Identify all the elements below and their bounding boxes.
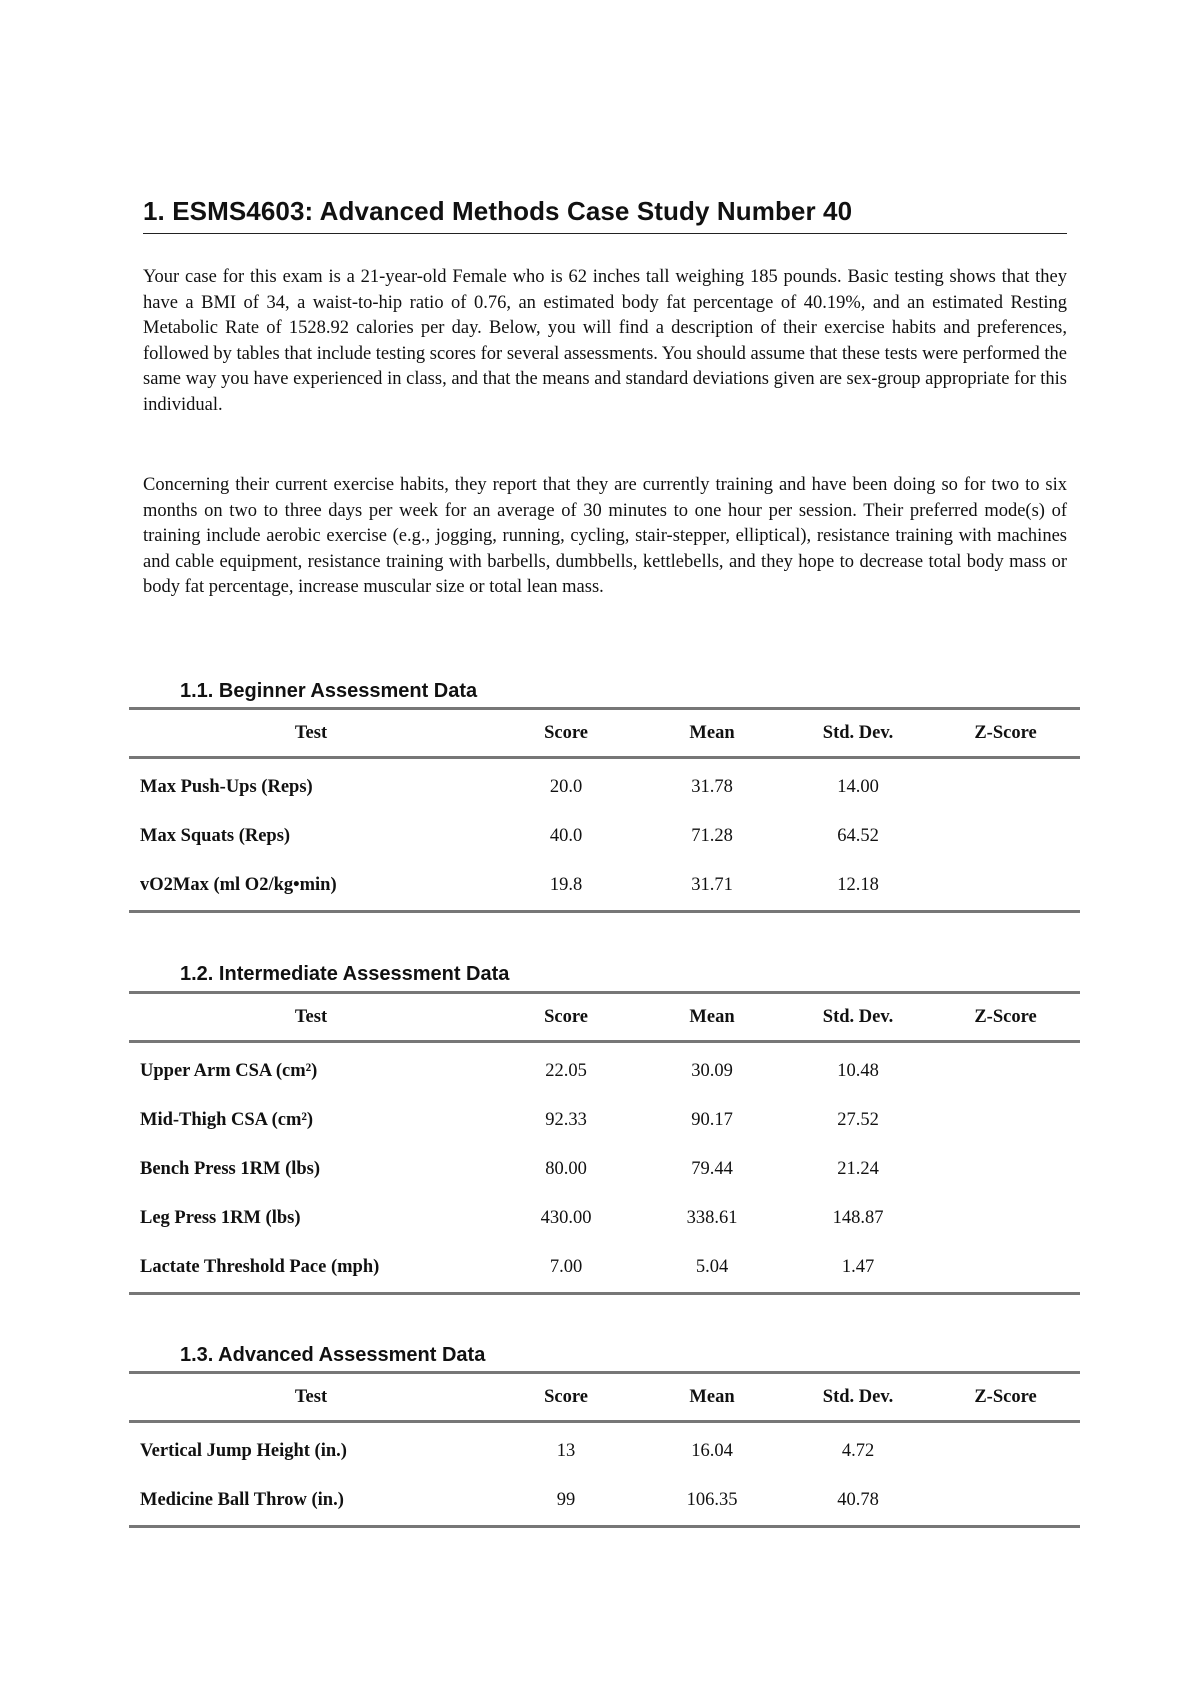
header-test: Test <box>129 1373 493 1422</box>
header-z-score: Z-Score <box>931 709 1080 758</box>
mean-cell: 16.04 <box>691 1441 733 1461</box>
score-cell: 20.0 <box>549 777 583 797</box>
mean-cell: 31.78 <box>691 777 733 797</box>
advanced-assessment-table <box>129 1371 1080 1528</box>
header-test: Test <box>129 993 493 1042</box>
header-test: Test <box>129 709 493 758</box>
header-std-dev: Std. Dev. <box>785 1373 931 1422</box>
mean-cell: 30.09 <box>691 1061 733 1081</box>
header-mean: Mean <box>639 1373 785 1422</box>
std-dev-cell: 148.87 <box>832 1208 884 1228</box>
intermediate-assessment-table <box>129 991 1080 1295</box>
std-dev-cell: 10.48 <box>837 1061 879 1081</box>
table-row <box>129 812 1080 861</box>
z-score-cell <box>931 1042 1080 1097</box>
z-score-cell <box>931 1243 1080 1294</box>
table-row <box>129 1476 1080 1527</box>
header-std-dev: Std. Dev. <box>785 993 931 1042</box>
header-score: Score <box>493 1373 639 1422</box>
beginner-assessment-table <box>129 707 1080 913</box>
mean-cell: 106.35 <box>639 1476 785 1527</box>
score-cell: 40.0 <box>549 826 583 846</box>
z-score-cell <box>931 1422 1080 1477</box>
std-dev-cell: 27.52 <box>837 1110 879 1130</box>
mean-cell: 79.44 <box>691 1159 733 1179</box>
table-row <box>129 1145 1080 1194</box>
document-title: 1. ESMS4603: Advanced Methods Case Study Number 40 <box>143 196 1067 234</box>
score-cell: 13 <box>556 1441 576 1461</box>
z-score-cell <box>931 1194 1080 1243</box>
z-score-cell <box>931 812 1080 861</box>
std-dev-cell: 40.78 <box>785 1476 931 1527</box>
header-score: Score <box>493 709 639 758</box>
beginner-section-heading: 1.1. Beginner Assessment Data <box>180 680 478 702</box>
std-dev-cell: 12.18 <box>785 861 931 912</box>
table-row <box>129 1194 1080 1243</box>
mean-cell: 90.17 <box>691 1110 733 1130</box>
score-cell: 430.00 <box>540 1208 592 1228</box>
std-dev-cell: 1.47 <box>785 1243 931 1294</box>
test-name-cell: Max Squats (Reps) <box>140 826 291 846</box>
header-z-score: Z-Score <box>931 1373 1080 1422</box>
std-dev-cell: 4.72 <box>841 1441 875 1461</box>
intermediate-section-heading: 1.2. Intermediate Assessment Data <box>180 963 510 985</box>
score-cell: 22.05 <box>545 1061 587 1081</box>
mean-cell: 338.61 <box>686 1208 738 1228</box>
test-name-cell: vO2Max (ml O2/kg•min) <box>129 861 493 912</box>
score-cell: 99 <box>493 1476 639 1527</box>
score-cell: 80.00 <box>545 1159 587 1179</box>
z-score-cell <box>931 758 1080 813</box>
z-score-cell <box>931 1476 1080 1527</box>
advanced-section-heading: 1.3. Advanced Assessment Data <box>180 1344 486 1366</box>
std-dev-cell: 14.00 <box>837 777 879 797</box>
header-mean: Mean <box>639 993 785 1042</box>
score-cell: 19.8 <box>493 861 639 912</box>
score-cell: 92.33 <box>545 1110 587 1130</box>
test-name-cell: Vertical Jump Height (in.) <box>140 1441 347 1461</box>
mean-cell: 71.28 <box>691 826 733 846</box>
test-name-cell: Lactate Threshold Pace (mph) <box>129 1243 493 1294</box>
z-score-cell <box>931 1145 1080 1194</box>
z-score-cell <box>931 861 1080 912</box>
header-z-score: Z-Score <box>931 993 1080 1042</box>
table-header-row <box>129 1373 1080 1422</box>
table-row <box>129 1096 1080 1145</box>
case-description-paragraph: Your case for this exam is a 21-year-old Female who is 62 inches tall weighing 185 pounds. Basic testing shows that they have a BMI of 34, a waist-to-hip ratio of 0.76, an estimated body fat percentage of 40.19%, and an estimated Resting Metabolic Rate of 1528.92 calories per day. Below, you will find a description of their exercise habits and preferences, followed by tables that include testing scores for several assessments. You should assume that these tests were performed the same way you have experienced in class, and that the means and standard deviations given are sex-group appropriate for this individual. <box>143 267 1067 415</box>
table-row <box>129 1042 1080 1097</box>
std-dev-cell: 21.24 <box>837 1159 879 1179</box>
table-row <box>129 861 1080 912</box>
test-name-cell: Upper Arm CSA (cm²) <box>140 1061 318 1081</box>
header-std-dev: Std. Dev. <box>785 709 931 758</box>
z-score-cell <box>931 1096 1080 1145</box>
table-header-row <box>129 993 1080 1042</box>
mean-cell: 5.04 <box>639 1243 785 1294</box>
table-row <box>129 758 1080 813</box>
test-name-cell: Mid-Thigh CSA (cm²) <box>140 1110 314 1130</box>
table-row <box>129 1422 1080 1477</box>
mean-cell: 31.71 <box>639 861 785 912</box>
exercise-habits-paragraph: Concerning their current exercise habits, they report that they are currently training and have been doing so for two to six months on two to three days per week for an average of 30 minutes to one hour per session. Their preferred mode(s) of training include aerobic exercise (e.g., jogging, running, cycling, stair-stepper, elliptical), resistance training with machines and cable equipment, resistance training with barbells, dumbbells, kettlebells, and they hope to decrease total body mass or body fat percentage, increase muscular size or total lean mass. <box>143 475 1067 598</box>
test-name-cell: Medicine Ball Throw (in.) <box>129 1476 493 1527</box>
std-dev-cell: 64.52 <box>837 826 879 846</box>
table-row <box>129 1243 1080 1294</box>
score-cell: 7.00 <box>493 1243 639 1294</box>
header-mean: Mean <box>639 709 785 758</box>
test-name-cell: Leg Press 1RM (lbs) <box>140 1208 301 1228</box>
header-score: Score <box>493 993 639 1042</box>
test-name-cell: Max Push-Ups (Reps) <box>140 777 313 797</box>
test-name-cell: Bench Press 1RM (lbs) <box>140 1159 321 1179</box>
table-header-row <box>129 709 1080 758</box>
